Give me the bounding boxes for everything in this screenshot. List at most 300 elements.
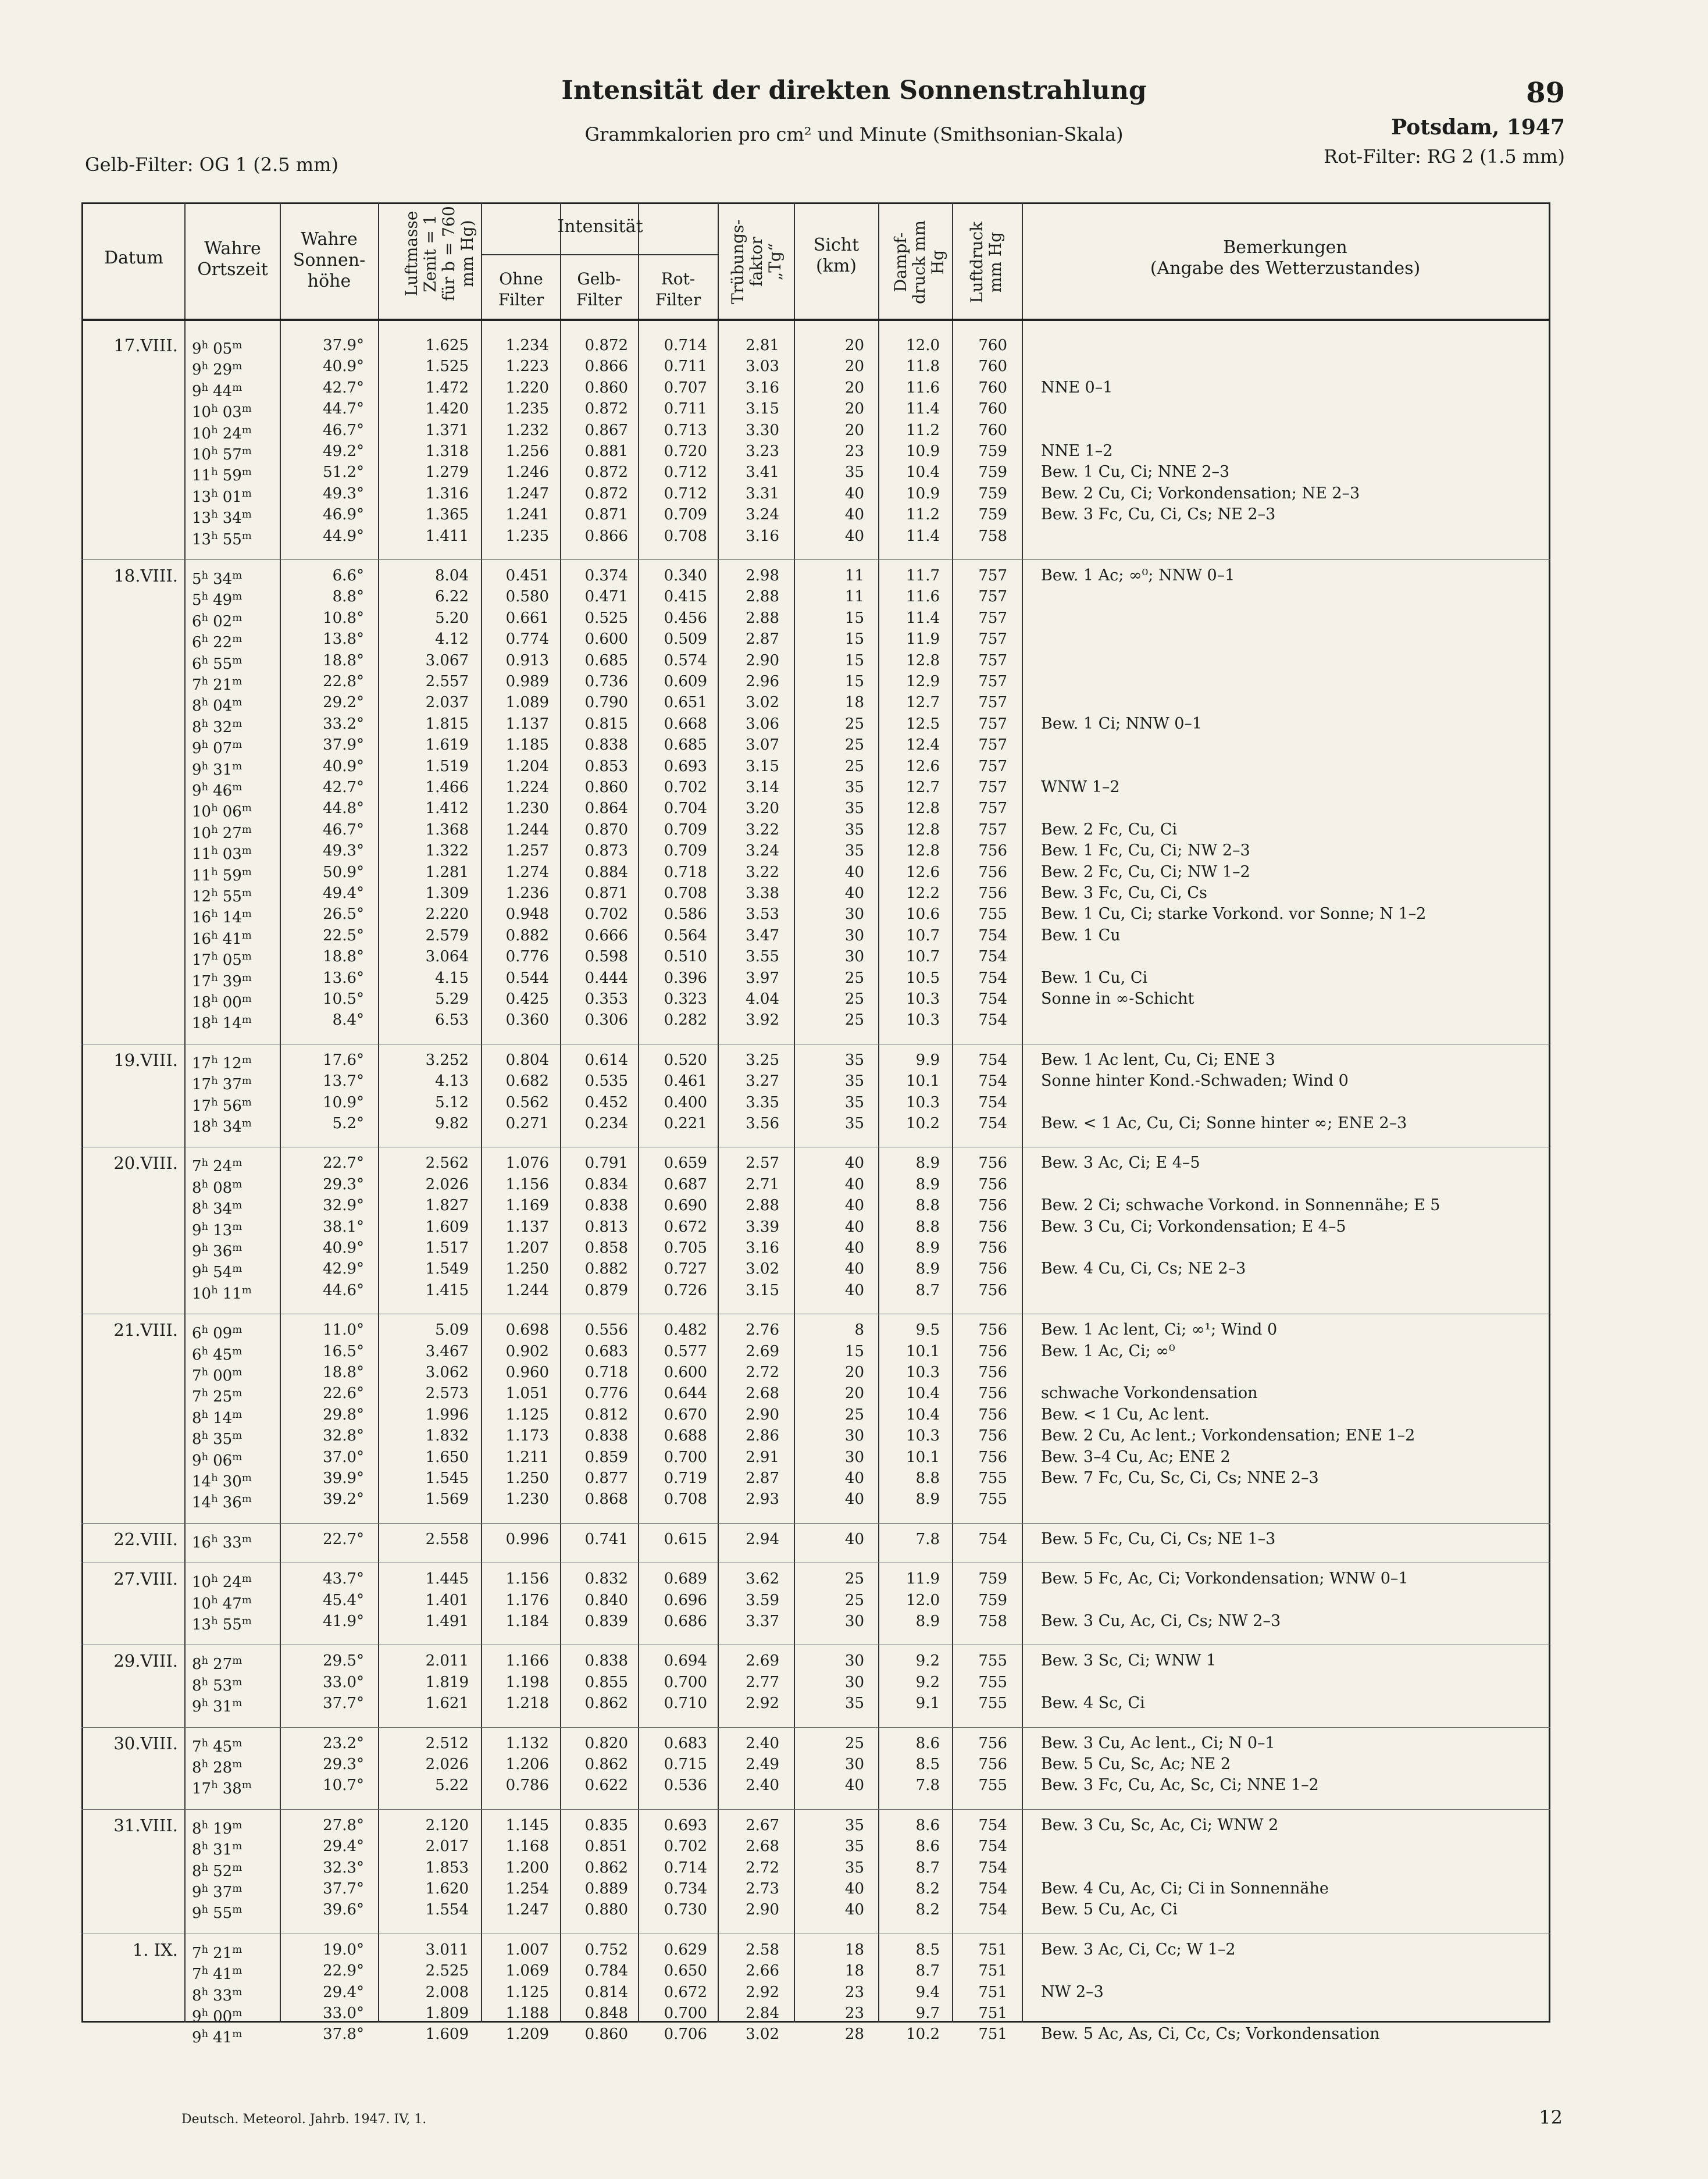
turbidity-cell: 3.07 [746,736,779,754]
turbidity-cell: 3.47 [746,926,779,944]
time-cell [192,1529,273,1553]
visibility-cell: 30 [844,905,864,923]
time-minute: 14 [222,1015,242,1033]
time-hour: 17 [192,1054,212,1072]
vapor-pressure-cell: 12.9 [906,673,940,690]
time-minute: 24 [213,1158,233,1176]
visibility-cell: 20 [844,1364,864,1381]
air-pressure-cell: 755 [978,1695,1007,1713]
sun-altitude-cell: 13.7° [323,1072,364,1090]
turbidity-cell: 2.88 [746,609,779,627]
visibility-cell: 25 [844,1011,864,1029]
turbidity-cell: 2.58 [746,1941,779,1959]
remark-cell: Bew. 3 Fc, Cu, Ac, Sc, Ci; NNE 1–2 [1041,1776,1319,1795]
remark-cell: Bew. 3–4 Cu, Ac; ENE 2 [1041,1447,1231,1466]
time-hour: 11 [192,846,212,864]
intensity-red-filter-cell: 0.396 [664,969,707,987]
turbidity-cell: 3.30 [746,421,779,439]
red-filter-note: Rot-Filter: RG 2 (1.5 mm) [1324,145,1565,167]
remark-cell: Bew. 4 Cu, Ac, Ci; Ci in Sonnennähe [1041,1880,1329,1898]
intensity-red-filter-cell: 0.650 [664,1962,707,1980]
intensity-red-filter-cell: 0.577 [664,1342,707,1360]
sun-altitude-cell: 18.8° [323,651,364,669]
time-cell [192,1010,273,1034]
hour-unit: h [201,1387,209,1400]
time-minute: 21 [213,676,233,694]
time-minute: 45 [213,1346,233,1364]
air-mass-cell: 2.037 [425,694,469,712]
time-hour: 9 [192,2029,202,2047]
sun-altitude-cell: 45.4° [323,1591,364,1609]
hour-unit: h [201,739,209,751]
air-pressure-cell: 754 [978,1072,1007,1090]
vapor-pressure-cell: 10.4 [906,1385,940,1403]
turbidity-cell: 3.22 [746,821,779,839]
intensity-yellow-filter-cell: 0.685 [584,651,628,669]
intensity-yellow-filter-cell: 0.452 [584,1093,628,1111]
vapor-pressure-cell: 10.1 [906,1448,940,1466]
turbidity-cell: 3.41 [746,463,779,482]
minute-unit: m [241,950,252,963]
remark-cell: Bew. 1 Cu, Ci; starke Vorkond. vor Sonne; N 1–2 [1041,905,1427,923]
air-mass-cell: 6.53 [435,1011,469,1029]
intensity-red-filter-cell: 0.706 [664,2025,707,2044]
intensity-red-filter-cell: 0.709 [664,506,707,524]
air-mass-cell: 2.120 [425,1816,469,1834]
hour-unit: h [201,1199,209,1212]
sun-altitude-cell: 26.5° [323,905,364,923]
hour-unit: h [211,823,218,836]
turbidity-cell: 2.84 [746,2005,779,2022]
air-mass-cell: 3.467 [425,1342,469,1360]
remark-cell: Bew. < 1 Cu, Ac lent. [1041,1405,1210,1424]
date-label: 17.VIII. [113,336,178,355]
intensity-red-filter-cell: 0.715 [664,1756,707,1773]
turbidity-cell: 2.73 [746,1880,779,1898]
air-pressure-cell: 758 [978,1613,1007,1630]
vapor-pressure-cell: 10.3 [906,1093,940,1111]
air-mass-cell: 2.557 [425,673,469,690]
air-mass-cell: 1.445 [425,1570,469,1588]
vapor-pressure-cell: 11.7 [906,567,940,584]
turbidity-cell: 2.69 [746,1342,779,1360]
intensity-yellow-filter-cell: 0.702 [584,905,628,923]
time-minute: 41 [213,2029,233,2047]
intensity-yellow-filter-cell: 0.784 [584,1962,628,1980]
intensity-no-filter-cell: 0.786 [505,1777,549,1795]
intensity-no-filter-cell: 0.902 [505,1342,549,1360]
time-minute: 36 [222,1494,242,1512]
intensity-red-filter-cell: 0.651 [664,694,707,712]
time-hour: 8 [192,1656,202,1674]
sun-altitude-cell: 40.9° [323,757,364,775]
air-pressure-cell: 754 [978,1901,1007,1919]
air-mass-cell: 1.309 [425,885,469,902]
intensity-red-filter-cell: 0.659 [664,1154,707,1172]
minute-unit: m [241,487,252,500]
page-subtitle: Grammkalorien pro cm² und Minute (Smithsonian-Skala) [584,123,1124,145]
remark-cell: Bew. 1 Ac lent, Cu, Ci; ENE 3 [1041,1050,1275,1069]
vapor-pressure-cell: 12.6 [906,863,940,881]
air-mass-cell: 4.15 [435,969,469,987]
intensity-red-filter-cell: 0.710 [664,1695,707,1713]
remark-cell: Bew. 3 Fc, Cu, Ci, Cs; NE 2–3 [1041,505,1276,524]
air-mass-cell: 1.609 [425,1218,469,1236]
turbidity-cell: 3.06 [746,715,779,733]
vapor-pressure-cell: 9.9 [915,1051,940,1069]
intensity-yellow-filter-cell: 0.812 [584,1406,628,1424]
vapor-pressure-cell: 11.2 [906,506,940,524]
time-minute: 06 [213,1452,233,1470]
time-minute: 04 [213,697,233,715]
time-hour: 9 [192,361,202,379]
sun-altitude-cell: 6.6° [332,567,364,584]
time-minute: 06 [222,803,242,821]
intensity-red-filter-cell: 0.711 [664,358,707,376]
hour-unit: h [201,1736,209,1749]
minute-unit: m [241,1283,252,1296]
turbidity-cell: 2.76 [746,1321,779,1339]
visibility-cell: 40 [844,885,864,902]
time-hour: 5 [192,570,202,588]
air-pressure-cell: 751 [978,1941,1007,1959]
intensity-red-filter-cell: 0.670 [664,1406,707,1424]
minute-unit: m [241,1075,252,1087]
sun-altitude-cell: 50.9° [323,863,364,881]
minute-unit: m [232,569,243,582]
time-minute: 53 [213,1677,233,1695]
intensity-red-filter-cell: 0.718 [664,863,707,881]
time-hour: 9 [192,1884,202,1901]
air-pressure-cell: 760 [978,379,1007,397]
visibility-cell: 35 [844,800,864,818]
time-hour: 11 [192,467,212,485]
intensity-no-filter-cell: 1.207 [505,1239,549,1257]
intensity-red-filter-cell: 0.536 [664,1777,707,1795]
air-mass-cell: 1.827 [425,1197,469,1215]
intensity-red-filter-cell: 0.644 [664,1385,707,1403]
air-pressure-cell: 754 [978,1530,1007,1548]
visibility-cell: 40 [844,1197,864,1215]
page-title: Intensität der direkten Sonnenstrahlung [561,76,1147,105]
air-pressure-cell: 754 [978,948,1007,966]
intensity-red-filter-cell: 0.702 [664,1838,707,1856]
sun-altitude-cell: 38.1° [323,1218,364,1236]
intensity-no-filter-cell: 1.254 [505,1880,549,1898]
hour-unit: h [201,781,209,793]
time-minute: 41 [222,930,242,948]
visibility-cell: 15 [844,673,864,690]
minute-unit: m [241,1493,252,1506]
air-mass-cell: 5.20 [435,609,469,627]
time-minute: 02 [213,612,233,630]
remark-cell: NNE 1–2 [1041,442,1113,460]
minute-unit: m [232,1263,243,1275]
time-minute: 12 [222,1054,242,1072]
sun-altitude-cell: 8.8° [332,588,364,606]
remark-cell: Bew. 1 Ci; NNW 0–1 [1041,714,1203,733]
vapor-pressure-cell: 8.9 [915,1613,940,1630]
minute-unit: m [241,865,252,878]
air-mass-cell: 1.815 [425,715,469,733]
time-minute: 27 [222,824,242,842]
time-hour: 5 [192,591,202,609]
time-hour: 7 [192,1388,202,1406]
air-pressure-cell: 751 [978,1962,1007,1980]
turbidity-cell: 2.69 [746,1652,779,1670]
visibility-cell: 35 [844,1093,864,1111]
time-cell [192,1489,273,1513]
time-minute: 55 [213,1905,233,1923]
air-pressure-cell: 756 [978,1260,1007,1278]
visibility-cell: 23 [844,443,864,460]
intensity-no-filter-cell: 1.137 [505,715,549,733]
col-header-ohne-filter: Ohne Filter [498,269,544,309]
turbidity-cell: 2.90 [746,651,779,669]
time-minute: 30 [222,1473,242,1490]
visibility-cell: 25 [844,1734,864,1752]
intensity-no-filter-cell: 1.244 [505,1281,549,1299]
intensity-no-filter-cell: 0.698 [505,1321,549,1339]
intensity-yellow-filter-cell: 0.881 [584,443,628,460]
hour-unit: h [211,844,218,857]
intensity-red-filter-cell: 0.461 [664,1072,707,1090]
intensity-no-filter-cell: 1.257 [505,842,549,860]
minute-unit: m [241,1779,252,1792]
intensity-yellow-filter-cell: 0.873 [584,842,628,860]
intensity-yellow-filter-cell: 0.872 [584,400,628,418]
time-minute: 49 [213,591,233,609]
intensity-yellow-filter-cell: 0.866 [584,527,628,545]
intensity-no-filter-cell: 1.247 [505,484,549,502]
vapor-pressure-cell: 10.9 [906,484,940,502]
turbidity-cell: 2.96 [746,673,779,690]
remark-cell: Bew. 2 Cu, Ci; Vorkondensation; NE 2–3 [1041,484,1360,502]
time-hour: 13 [192,488,212,506]
minute-unit: m [232,1840,243,1853]
turbidity-cell: 2.98 [746,567,779,584]
hour-unit: h [211,1283,218,1296]
intensity-yellow-filter-cell: 0.374 [584,567,628,584]
intensity-red-filter-cell: 0.712 [664,484,707,502]
vapor-pressure-cell: 11.4 [906,527,940,545]
intensity-red-filter-cell: 0.709 [664,842,707,860]
visibility-cell: 35 [844,1051,864,1069]
date-label: 27.VIII. [113,1569,178,1589]
intensity-red-filter-cell: 0.564 [664,926,707,944]
minute-unit: m [241,466,252,479]
time-minute: 45 [213,1738,233,1756]
minute-unit: m [241,844,252,857]
turbidity-cell: 3.59 [746,1591,779,1609]
vapor-pressure-cell: 9.1 [915,1695,940,1713]
time-hour: 17 [192,951,212,969]
vapor-pressure-cell: 10.2 [906,2025,940,2044]
intensity-red-filter-cell: 0.714 [664,337,707,354]
hour-unit: h [211,1779,218,1792]
vapor-pressure-cell: 12.0 [906,1591,940,1609]
intensity-no-filter-cell: 1.256 [505,443,549,460]
vapor-pressure-cell: 12.7 [906,779,940,796]
air-pressure-cell: 756 [978,1427,1007,1445]
sun-altitude-cell: 19.0° [323,1941,364,1959]
intensity-red-filter-cell: 0.727 [664,1260,707,1278]
time-minute: 34 [222,1118,242,1136]
hour-unit: h [211,445,218,457]
time-minute: 08 [213,1179,233,1197]
time-minute: 03 [222,404,242,422]
time-minute: 55 [222,888,242,905]
sun-altitude-cell: 10.8° [323,609,364,627]
air-mass-cell: 3.067 [425,651,469,669]
date-label: 19.VIII. [113,1050,178,1070]
intensity-no-filter-cell: 1.211 [505,1448,549,1466]
air-pressure-cell: 757 [978,567,1007,584]
sun-altitude-cell: 37.7° [323,1695,364,1713]
intensity-no-filter-cell: 1.185 [505,736,549,754]
time-minute: 21 [213,1944,233,1962]
vapor-pressure-cell: 8.8 [915,1197,940,1215]
remark-cell: Bew. 3 Cu, Ac, Ci, Cs; NW 2–3 [1041,1612,1281,1630]
turbidity-cell: 2.90 [746,1406,779,1424]
intensity-red-filter-cell: 0.615 [664,1530,707,1548]
air-pressure-cell: 757 [978,630,1007,648]
time-hour: 18 [192,1118,212,1136]
vapor-pressure-cell: 7.8 [915,1777,940,1795]
minute-unit: m [232,1345,243,1357]
intensity-no-filter-cell: 1.132 [505,1734,549,1752]
air-mass-cell: 1.619 [425,736,469,754]
time-minute: 05 [222,951,242,969]
sun-altitude-cell: 46.7° [323,821,364,839]
intensity-yellow-filter-cell: 0.871 [584,885,628,902]
turbidity-cell: 3.24 [746,842,779,860]
time-hour: 6 [192,612,202,630]
time-minute: 41 [213,1966,233,1984]
air-pressure-cell: 757 [978,779,1007,796]
air-pressure-cell: 754 [978,990,1007,1008]
intensity-no-filter-cell: 1.173 [505,1427,549,1445]
intensity-yellow-filter-cell: 0.870 [584,821,628,839]
yellow-filter-note: Gelb-Filter: OG 1 (2.5 mm) [85,154,338,176]
minute-unit: m [241,529,252,542]
sun-altitude-cell: 49.3° [323,484,364,502]
visibility-cell: 25 [844,715,864,733]
minute-unit: m [232,1178,243,1190]
air-pressure-cell: 754 [978,1115,1007,1132]
air-mass-cell: 1.554 [425,1901,469,1919]
air-pressure-cell: 759 [978,443,1007,460]
air-pressure-cell: 756 [978,1218,1007,1236]
time-hour: 17 [192,1076,212,1094]
turbidity-cell: 3.02 [746,2025,779,2044]
hour-unit: h [201,2007,209,2019]
hour-unit: h [211,1096,218,1108]
sun-altitude-cell: 33.2° [323,715,364,733]
air-pressure-cell: 757 [978,800,1007,818]
vapor-pressure-cell: 8.9 [915,1260,940,1278]
minute-unit: m [232,1861,243,1874]
intensity-no-filter-cell: 0.776 [505,948,549,966]
date-label: 20.VIII. [113,1153,178,1174]
intensity-no-filter-cell: 1.244 [505,821,549,839]
intensity-yellow-filter-cell: 0.855 [584,1673,628,1691]
intensity-no-filter-cell: 1.241 [505,506,549,524]
hour-unit: h [211,1493,218,1506]
hour-unit: h [211,1053,218,1066]
intensity-yellow-filter-cell: 0.860 [584,779,628,796]
air-pressure-cell: 756 [978,1281,1007,1299]
time-hour: 10 [192,425,212,443]
remark-cell: schwache Vorkondensation [1041,1384,1258,1403]
visibility-cell: 25 [844,1570,864,1588]
sun-altitude-cell: 22.6° [323,1385,364,1403]
air-mass-cell: 1.545 [425,1470,469,1487]
minute-unit: m [232,1675,243,1688]
turbidity-cell: 3.97 [746,969,779,987]
intensity-red-filter-cell: 0.400 [664,1093,707,1111]
intensity-no-filter-cell: 1.274 [505,863,549,881]
time-cell [192,1693,273,1717]
vapor-pressure-cell: 8.5 [915,1941,940,1959]
intensity-yellow-filter-cell: 0.525 [584,609,628,627]
date-label: 21.VIII. [113,1320,178,1340]
intensity-no-filter-cell: 0.425 [505,990,549,1008]
turbidity-cell: 2.87 [746,1470,779,1487]
minute-unit: m [241,1014,252,1026]
air-mass-cell: 2.011 [425,1652,469,1670]
air-mass-cell: 1.401 [425,1591,469,1609]
air-pressure-cell: 754 [978,1051,1007,1069]
sun-altitude-cell: 13.6° [323,969,364,987]
time-hour: 14 [192,1473,212,1490]
air-pressure-cell: 757 [978,609,1007,627]
visibility-cell: 30 [844,926,864,944]
hour-unit: h [211,950,218,963]
air-mass-cell: 2.017 [425,1838,469,1856]
time-minute: 37 [213,1884,233,1901]
air-pressure-cell: 754 [978,1093,1007,1111]
time-hour: 13 [192,530,212,548]
intensity-no-filter-cell: 1.235 [505,400,549,418]
air-pressure-cell: 757 [978,821,1007,839]
intensity-red-filter-cell: 0.700 [664,1673,707,1691]
visibility-cell: 35 [844,821,864,839]
minute-unit: m [241,1096,252,1108]
vapor-pressure-cell: 8.6 [915,1816,940,1834]
sun-altitude-cell: 32.8° [323,1427,364,1445]
air-mass-cell: 2.026 [425,1175,469,1193]
vapor-pressure-cell: 10.7 [906,948,940,966]
remark-cell: Bew. 7 Fc, Cu, Sc, Ci, Cs; NNE 2–3 [1041,1469,1319,1487]
hour-unit: h [211,1014,218,1026]
intensity-yellow-filter-cell: 0.862 [584,1695,628,1713]
turbidity-cell: 2.87 [746,630,779,648]
air-pressure-cell: 757 [978,757,1007,775]
hour-unit: h [201,1157,209,1169]
intensity-yellow-filter-cell: 0.858 [584,1239,628,1257]
time-hour: 8 [192,1759,202,1777]
hour-unit: h [201,339,209,351]
vapor-pressure-cell: 7.8 [915,1530,940,1548]
col-header-luftdruck: Luftdruck mm Hg [967,221,1005,304]
air-mass-cell: 1.365 [425,506,469,524]
air-mass-cell: 1.609 [425,2025,469,2044]
time-hour: 6 [192,655,202,673]
visibility-cell: 40 [844,1490,864,1508]
sun-altitude-cell: 44.7° [323,400,364,418]
intensity-red-filter-cell: 0.696 [664,1591,707,1609]
